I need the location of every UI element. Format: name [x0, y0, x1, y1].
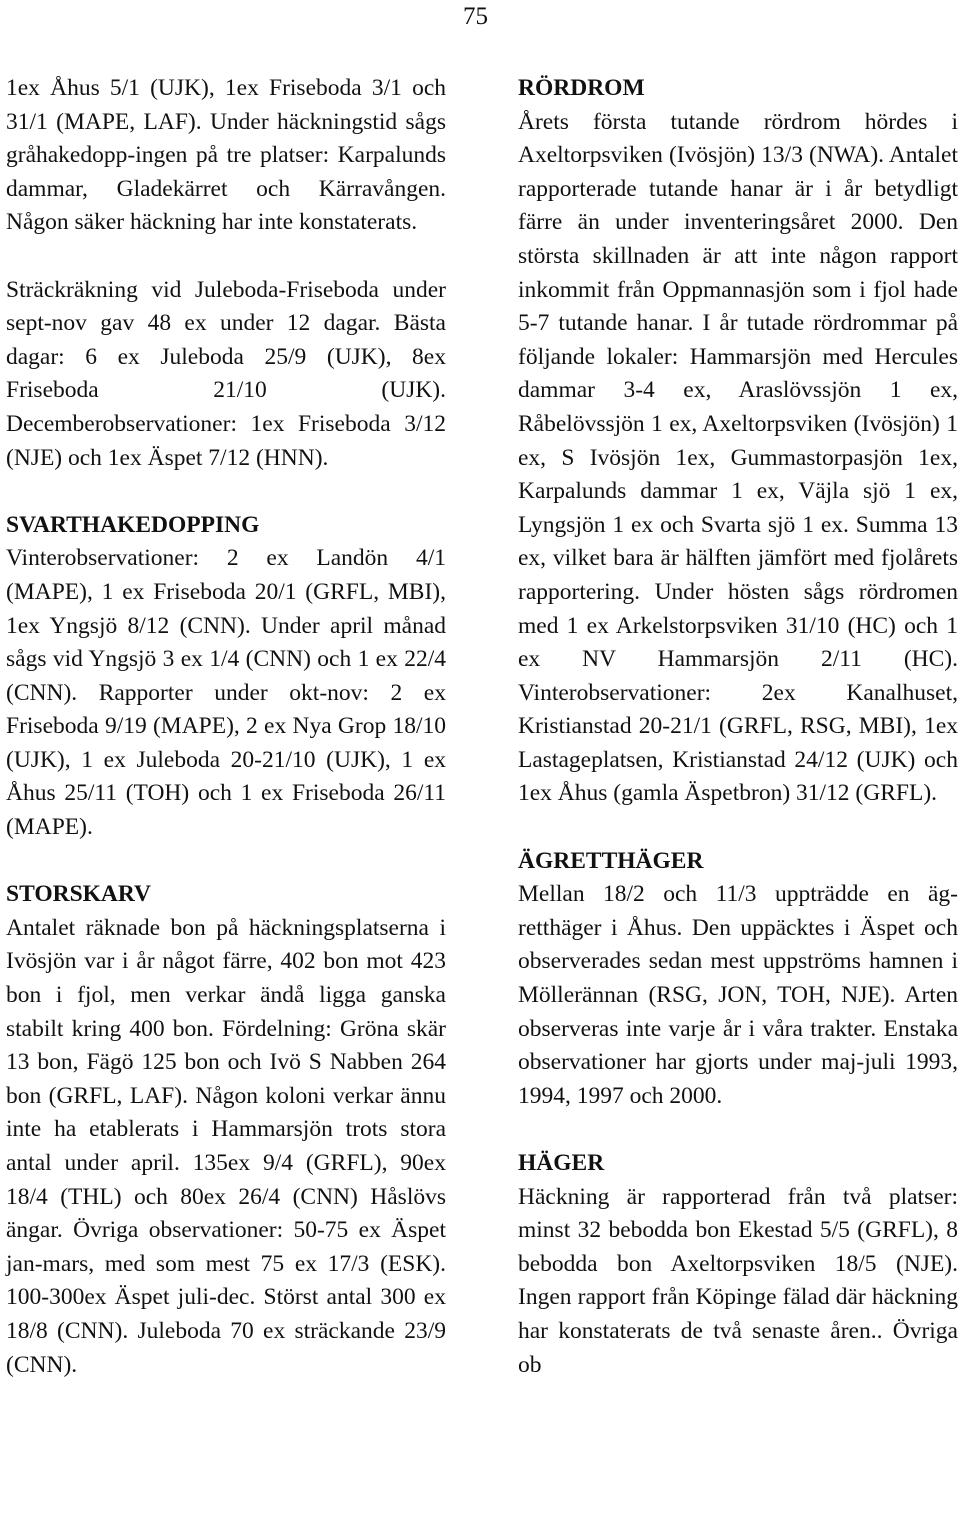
section-spacer — [6, 845, 446, 879]
right-column — [518, 72, 958, 1382]
storskarv-heading: STORSKARV — [6, 881, 152, 908]
agretthager-text: Mellan 18/2 och 11/3 uppträdde en ägretthäger i Åhus. Den uppäcktes i Äspet och observerades sedan mest uppströms hamnen i Möllerännan (RSG, JON, TOH, NJE). Arten observeras inte varje år i våra trakter. Enstaka observationer har gjorts under maj-juli 1993, 1994, 1997 och 2000. — [518, 881, 958, 1109]
intro-paragraph-1: 1ex Åhus 5/1 (UJK), 1ex Friseboda 3/1 och 31/1 (MAPE, LAF). Under häckningstid sågs gråhakedopp-ingen på tre platser: Karpalunds dammar, Gladekärret och Kärravången. Någon säker häckning har inte konstaterats. — [6, 75, 446, 236]
hager-text: Häckning är rapporterad från två platser: minst 32 bebodda bon Ekestad 5/5 (GRFL), 8 bebodda bon Axeltorpsviken 18/5 (NJE). Ingen rapport från Köpinge fälad där häckning har konstaterats de två senaste åren.. Övriga ob — [518, 1183, 958, 1378]
agretthager-heading: ÄGRETTHÄGER — [518, 847, 704, 874]
section-spacer — [6, 475, 446, 509]
rordrom-heading: RÖRDROM — [518, 75, 645, 101]
left-column — [6, 72, 446, 1382]
svarthakedopping-heading: SVARTHAKEDOPPING — [6, 511, 260, 538]
intro-paragraph-2: Sträckräkning vid Juleboda-Friseboda under sept-nov gav 48 ex under 12 dagar. Bästa dagar: 6 ex Juleboda 25/9 (UJK), 8ex Friseboda 21/10 (UJK). Decemberobservationer: 1ex Friseboda 3/12 (NJE) och 1ex Äspet 7/12 (HNN). — [6, 276, 446, 471]
svarthakedopping-text: Vinterobservationer: 2 ex Landön 4/1 (MAPE), 1 ex Friseboda 20/1 (GRFL, MBI), 1ex Yngsjö 8/12 (CNN). Under april månad sågs vid Yngsjö 3 ex 1/4 (CNN) och 1 ex 22/4 (CNN). Rapporter under okt-nov: 2 ex Friseboda 9/19 (MAPE), 2 ex Nya Grop 18/10 (UJK), 1 ex Juleboda 20-21/10 (UJK), 1 ex Åhus 25/11 (TOH) och 1 ex Friseboda 26/11 (MAPE). — [6, 545, 446, 841]
section-spacer — [518, 1113, 958, 1147]
rordrom-text: Årets första tutande rördrom hördes i Axeltorpsviken (Ivösjön) 13/3 (NWA). Antalet rapporterade tutande hanar är i år betydligt färre än under inventeringsåret 2000. Den största skillnaden är att inte någon rapport inkommit från Oppmannasjön som i fjol hade 5-7 tutande hanar. I år tutade rördrommar på följande lokaler: Hammarsjön med Hercules dammar 3-4 ex, Araslövssjön 1 ex, Råbelövssjön 1 ex, Axeltorpsviken (Ivösjön) 1 ex, S Ivösjön 1ex, Gummastorpasjön 1ex, Karpalunds dammar 1 ex, Väjla sjö 1 ex, Lyngsjön 1 ex och Svarta sjö 1 ex. Summa 13 ex, vilket bara är hälften jämfört med fjolårets rapportering. Under hösten sågs rördromen med 1 ex Arkelstorpsviken 31/10 (HC) och 1 ex NV Hammarsjön 2/11 (HC). Vinterobservationer: 2ex Kanalhuset, Kristianstad 20-21/1 (GRFL, RSG, MBI), 1ex Lastageplatsen, Kristianstad 24/12 (UJK) och 1ex Åhus (gamla Äspetbron) 31/12 (GRFL). — [518, 108, 958, 807]
section-spacer — [518, 811, 958, 845]
storskarv-text: Antalet räknade bon på häckningsplatserna i Ivösjön var i år något färre, 402 bon mot 423 bon i fjol, men verkar ändå ligga ganska stabilt kring 400 bon. Fördelning: Gröna skär 13 bon, Fägö 125 bon och Ivö S Nabben 264 bon (GRFL, LAF). Någon koloni verkar ännu inte ha etablerats i Hammarsjön trots stora antal under april. 135ex 9/4 (GRFL), 90ex 18/4 (THL) och 80ex 26/4 (CNN) Håslövs ängar. Övriga observationer: 50-75 ex Äspet jan-mars, med som mest 75 ex 17/3 (ESK). 100-300ex Äspet juli-dec. Störst antal 300 ex 18/8 (CNN). Juleboda 70 ex sträckande 23/9 (CNN). — [6, 914, 446, 1378]
paragraph-spacer — [6, 240, 446, 274]
page-number: 75 — [463, 3, 488, 30]
hager-heading: HÄGER — [518, 1150, 605, 1176]
